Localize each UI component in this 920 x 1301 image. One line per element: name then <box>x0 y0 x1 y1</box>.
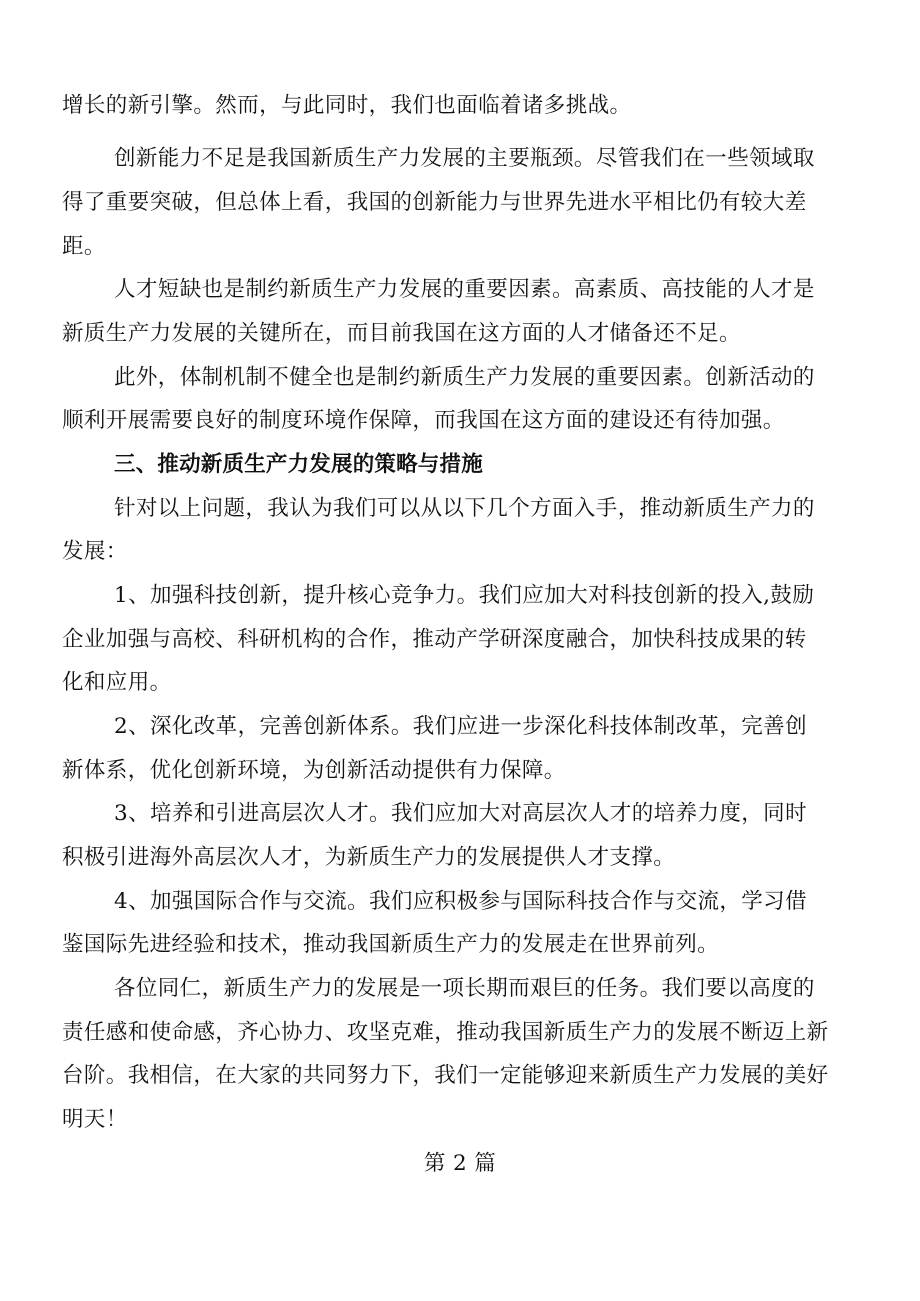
paragraph-line: 顺利开展需要良好的制度环境作保障，而我国在这方面的建设还有待加强。 <box>62 408 785 433</box>
list-item-line: 4、加强国际合作与交流。我们应积极参与国际科技合作与交流，学习借 <box>114 889 807 914</box>
list-item-line: 3、培养和引进高层次人才。我们应加大对高层次人才的培养力度，同时 <box>114 801 807 826</box>
list-item-line: 1、加强科技创新，提升核心竞争力。我们应加大对科技创新的投入,鼓励 <box>114 583 815 608</box>
list-item-line: 鉴国际先进经验和技术，推动我国新质生产力的发展走在世界前列。 <box>62 932 720 957</box>
list-item-line: 积极引进海外高层次人才，为新质生产力的发展提供人才支撑。 <box>62 845 676 870</box>
paragraph-line: 新质生产力发展的关键所在，而目前我国在这方面的人才储备还不足。 <box>62 321 741 346</box>
paragraph-line: 距。 <box>62 234 106 259</box>
paragraph-line: 创新能力不足是我国新质生产力发展的主要瓶颈。尽管我们在一些领域取 <box>114 146 815 171</box>
paragraph-line: 各位同仁，新质生产力的发展是一项长期而艰巨的任务。我们要以高度的 <box>114 976 815 1001</box>
paragraph-line: 此外，体制机制不健全也是制约新质生产力发展的重要因素。创新活动的 <box>114 365 815 390</box>
paragraph-line: 人才短缺也是制约新质生产力发展的重要因素。高素质、高技能的人才是 <box>114 277 815 302</box>
list-item-line: 2、深化改革，完善创新体系。我们应进一步深化科技体制改革，完善创 <box>114 714 807 739</box>
list-item-line: 化和应用。 <box>62 670 172 695</box>
list-item-line: 新体系，优化创新环境，为创新活动提供有力保障。 <box>62 758 566 783</box>
section-label: 第 2 篇 <box>423 1151 497 1176</box>
paragraph-line: 得了重要突破，但总体上看，我国的创新能力与世界先进水平相比仍有较大差 <box>62 190 807 215</box>
paragraph-line: 台阶。我相信，在大家的共同努力下，我们一定能够迎来新质生产力发展的美好 <box>62 1063 829 1088</box>
paragraph-line: 发展： <box>62 539 128 564</box>
paragraph-line: 明天！ <box>62 1107 128 1132</box>
list-item-line: 企业加强与高校、科研机构的合作，推动产学研深度融合，加快科技成果的转 <box>62 627 807 652</box>
paragraph-line: 责任感和使命感，齐心协力、攻坚克难，推动我国新质生产力的发展不断迈上新 <box>62 1020 829 1045</box>
section-heading: 三、推动新质生产力发展的策略与措施 <box>114 452 483 477</box>
paragraph-line: 针对以上问题，我认为我们可以从以下几个方面入手，推动新质生产力的 <box>114 496 815 521</box>
paragraph-line: 增长的新引擎。然而，与此同时，我们也面临着诸多挑战。 <box>62 93 632 118</box>
